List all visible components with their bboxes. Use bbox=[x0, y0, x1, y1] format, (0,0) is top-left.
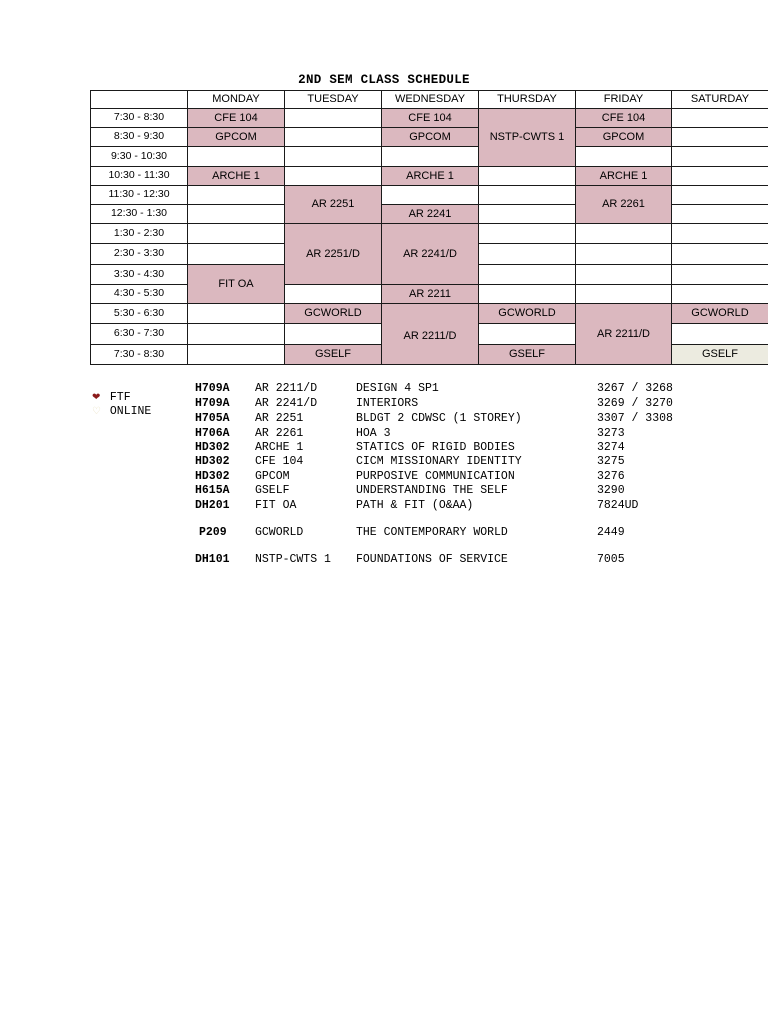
time-slot: 6:30 - 7:30 bbox=[90, 323, 188, 345]
course-code: GPCOM bbox=[255, 470, 290, 483]
class-block: AR 2211/D bbox=[575, 303, 672, 365]
course-number: 3274 bbox=[597, 441, 625, 454]
empty-slot bbox=[575, 243, 672, 265]
empty-slot bbox=[478, 264, 576, 285]
day-header-tuesday: TUESDAY bbox=[284, 90, 382, 109]
empty-slot bbox=[187, 323, 285, 345]
time-slot: 10:30 - 11:30 bbox=[90, 166, 188, 186]
day-header-monday: MONDAY bbox=[187, 90, 285, 109]
class-block: GCWORLD bbox=[671, 303, 768, 324]
class-block: GSELF bbox=[284, 344, 382, 365]
class-block: ARCHE 1 bbox=[381, 166, 479, 186]
empty-slot bbox=[187, 204, 285, 224]
course-number: 3269 / 3270 bbox=[597, 397, 673, 410]
day-header-saturday: SATURDAY bbox=[671, 90, 768, 109]
class-block: AR 2211 bbox=[381, 284, 479, 304]
legend-ftf bbox=[92, 391, 131, 404]
course-room: HD302 bbox=[195, 441, 230, 454]
empty-slot bbox=[381, 146, 479, 167]
empty-slot bbox=[381, 185, 479, 205]
empty-slot bbox=[478, 243, 576, 265]
course-code: CFE 104 bbox=[255, 455, 304, 468]
course-title: CICM MISSIONARY IDENTITY bbox=[356, 455, 522, 468]
course-code: GSELF bbox=[255, 484, 290, 497]
empty-slot bbox=[284, 166, 382, 186]
class-block: CFE 104 bbox=[575, 108, 672, 128]
class-block: GPCOM bbox=[575, 127, 672, 147]
course-number: 7824UD bbox=[597, 499, 639, 512]
course-title: INTERIORS bbox=[356, 397, 419, 410]
course-code: GCWORLD bbox=[255, 526, 304, 539]
course-number: 3275 bbox=[597, 455, 625, 468]
class-block: AR 2261 bbox=[575, 185, 672, 224]
empty-slot bbox=[478, 204, 576, 224]
course-room: DH101 bbox=[195, 553, 230, 566]
empty-slot bbox=[187, 344, 285, 365]
empty-slot bbox=[187, 303, 285, 324]
class-block: GSELF bbox=[671, 344, 768, 365]
course-title: PURPOSIVE COMMUNICATION bbox=[356, 470, 515, 483]
time-slot: 7:30 - 8:30 bbox=[90, 344, 188, 365]
empty-slot bbox=[284, 146, 382, 167]
course-room: P209 bbox=[199, 526, 227, 539]
legend-online bbox=[92, 405, 151, 418]
empty-slot bbox=[671, 223, 768, 244]
class-block: GCWORLD bbox=[284, 303, 382, 324]
class-block: ARCHE 1 bbox=[187, 166, 285, 186]
empty-slot bbox=[671, 185, 768, 205]
empty-slot bbox=[575, 223, 672, 244]
course-title: HOA 3 bbox=[356, 427, 391, 440]
empty-slot bbox=[284, 127, 382, 147]
course-title: DESIGN 4 SP1 bbox=[356, 382, 439, 395]
course-number: 2449 bbox=[597, 526, 625, 539]
class-block: CFE 104 bbox=[187, 108, 285, 128]
schedule-grid bbox=[0, 0, 768, 380]
course-code: AR 2241/D bbox=[255, 397, 318, 410]
heart-outline-icon: ♡ bbox=[92, 407, 101, 418]
course-number: 3307 / 3308 bbox=[597, 412, 673, 425]
class-block: CFE 104 bbox=[381, 108, 479, 128]
time-slot: 2:30 - 3:30 bbox=[90, 243, 188, 265]
class-block: ARCHE 1 bbox=[575, 166, 672, 186]
course-title: BLDGT 2 CDWSC (1 STOREY) bbox=[356, 412, 522, 425]
class-block: AR 2211/D bbox=[381, 303, 479, 365]
time-slot: 11:30 - 12:30 bbox=[90, 185, 188, 205]
course-code: AR 2251 bbox=[255, 412, 304, 425]
course-room: HD302 bbox=[195, 470, 230, 483]
course-room: H709A bbox=[195, 397, 230, 410]
legend-ftf-label: FTF bbox=[109, 391, 131, 404]
empty-slot bbox=[575, 264, 672, 285]
time-slot: 3:30 - 4:30 bbox=[90, 264, 188, 285]
time-slot: 9:30 - 10:30 bbox=[90, 146, 188, 167]
empty-slot bbox=[478, 323, 576, 345]
empty-slot bbox=[575, 146, 672, 167]
time-slot: 8:30 - 9:30 bbox=[90, 127, 188, 147]
class-block: FIT OA bbox=[187, 264, 285, 304]
class-block: AR 2241 bbox=[381, 204, 479, 224]
course-room: H615A bbox=[195, 484, 230, 497]
empty-slot bbox=[478, 284, 576, 304]
course-room: H709A bbox=[195, 382, 230, 395]
empty-slot bbox=[671, 243, 768, 265]
heart-icon: ❤ bbox=[92, 393, 101, 404]
empty-slot bbox=[671, 264, 768, 285]
class-block: GSELF bbox=[478, 344, 576, 365]
header-corner bbox=[90, 90, 188, 109]
time-slot: 12:30 - 1:30 bbox=[90, 204, 188, 224]
empty-slot bbox=[478, 166, 576, 186]
empty-slot bbox=[187, 146, 285, 167]
day-header-friday: FRIDAY bbox=[575, 90, 672, 109]
class-block: AR 2241/D bbox=[381, 223, 479, 285]
day-header-thursday: THURSDAY bbox=[478, 90, 576, 109]
course-room: H706A bbox=[195, 427, 230, 440]
class-block: GCWORLD bbox=[478, 303, 576, 324]
empty-slot bbox=[284, 323, 382, 345]
day-header-wednesday: WEDNESDAY bbox=[381, 90, 479, 109]
course-title: UNDERSTANDING THE SELF bbox=[356, 484, 508, 497]
course-number: 3267 / 3268 bbox=[597, 382, 673, 395]
course-code: AR 2211/D bbox=[255, 382, 318, 395]
course-number: 3290 bbox=[597, 484, 625, 497]
empty-slot bbox=[187, 223, 285, 244]
empty-slot bbox=[187, 185, 285, 205]
empty-slot bbox=[671, 204, 768, 224]
course-room: H705A bbox=[195, 412, 230, 425]
empty-slot bbox=[478, 185, 576, 205]
empty-slot bbox=[575, 284, 672, 304]
schedule-title: 2ND SEM CLASS SCHEDULE bbox=[298, 73, 470, 87]
time-slot: 5:30 - 6:30 bbox=[90, 303, 188, 324]
time-slot: 1:30 - 2:30 bbox=[90, 223, 188, 244]
empty-slot bbox=[671, 146, 768, 167]
class-block: GPCOM bbox=[187, 127, 285, 147]
course-room: DH201 bbox=[195, 499, 230, 512]
empty-slot bbox=[671, 127, 768, 147]
course-room: HD302 bbox=[195, 455, 230, 468]
legend-online-label: ONLINE bbox=[109, 405, 152, 418]
course-title: FOUNDATIONS OF SERVICE bbox=[356, 553, 508, 566]
empty-slot bbox=[478, 223, 576, 244]
empty-slot bbox=[671, 166, 768, 186]
empty-slot bbox=[671, 323, 768, 345]
class-block: GPCOM bbox=[381, 127, 479, 147]
course-code: FIT OA bbox=[255, 499, 297, 512]
empty-slot bbox=[187, 243, 285, 265]
course-number: 7005 bbox=[597, 553, 625, 566]
course-number: 3273 bbox=[597, 427, 625, 440]
empty-slot bbox=[671, 284, 768, 304]
class-block: AR 2251/D bbox=[284, 223, 382, 285]
empty-slot bbox=[671, 108, 768, 128]
course-title: STATICS OF RIGID BODIES bbox=[356, 441, 515, 454]
class-block: AR 2251 bbox=[284, 185, 382, 224]
course-number: 3276 bbox=[597, 470, 625, 483]
time-slot: 7:30 - 8:30 bbox=[90, 108, 188, 128]
class-block: NSTP-CWTS 1 bbox=[478, 108, 576, 167]
time-slot: 4:30 - 5:30 bbox=[90, 284, 188, 304]
empty-slot bbox=[284, 284, 382, 304]
course-code: AR 2261 bbox=[255, 427, 304, 440]
course-code: NSTP-CWTS 1 bbox=[255, 553, 331, 566]
course-title: THE CONTEMPORARY WORLD bbox=[356, 526, 508, 539]
course-title: PATH & FIT (O&AA) bbox=[356, 499, 474, 512]
empty-slot bbox=[284, 108, 382, 128]
course-code: ARCHE 1 bbox=[255, 441, 304, 454]
